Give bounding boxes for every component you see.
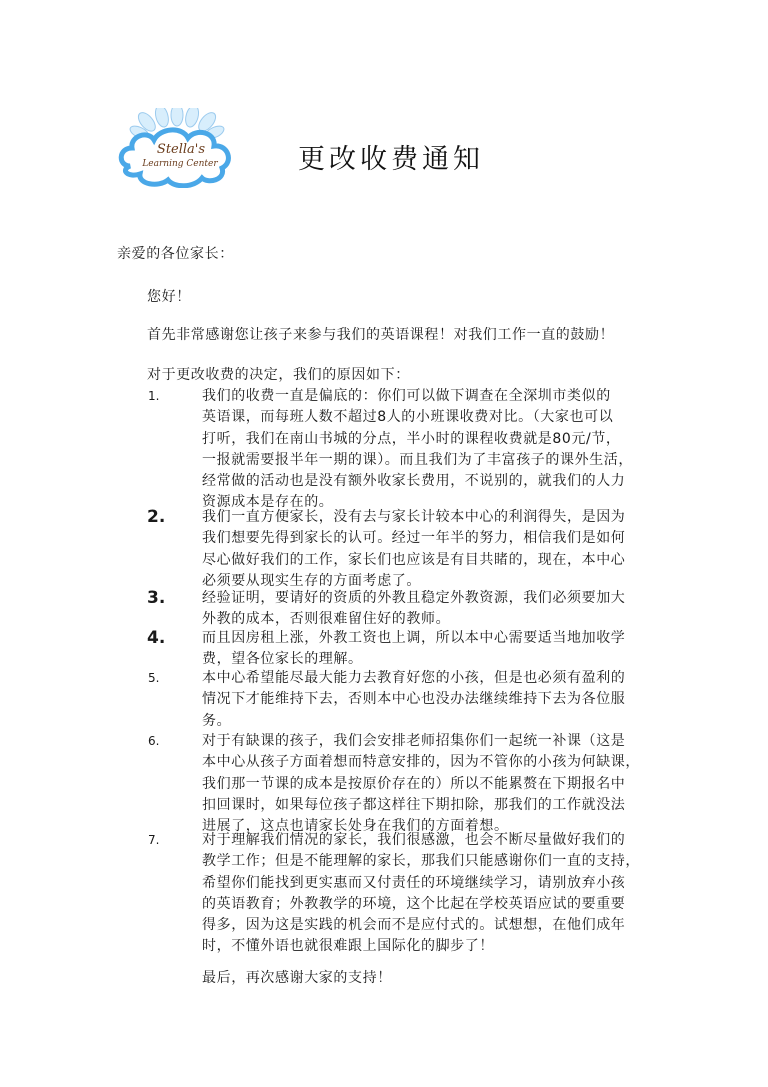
item-text: 我们的收费一直是偏底的：你们可以做下调查在全深圳市类似的 英语课，而每班人数不超过8人的小班课收费对比。（大家也可以 打听，我们在南山书城的分点，半小时的课程收费就是80元/节， 一报就需要报半年一期的课）。而且我们为了丰富孩子的课外生活， 经常做的活动也是没有额外收家长费用，不说别的，就我们的人力 资源成本是存在的。 <box>202 388 633 511</box>
item-text: 对于有缺课的孩子，我们会安排老师招集你们一起统一补课（这是 本中心从孩子方面着想而特意安排的，因为不管你的小孩为何缺课， 我们那一节课的成本是按原价存在的）所以不能累赘在下期报名中 扣回课时，如果每位孩子都这样往下期扣除，那我们的工作就没法 进展了，这点也请家长处身在我们的方面着想。 <box>202 733 640 835</box>
item-text: 而且因房租上涨，外教工资也上调，所以本中心需要适当地加收学 费，望各位家长的理解。 <box>202 630 626 668</box>
logo-text-stellas: Stella's <box>156 142 206 157</box>
item-text: 经验证明，要请好的资质的外教且稳定外教资源，我们必须要加大 外教的成本，否则很难留住好的教师。 <box>202 590 626 628</box>
item-number: 7. <box>148 833 160 847</box>
reasons-intro: 对于更改收费的决定，我们的原因如下： <box>147 367 410 383</box>
stellas-learning-center-logo <box>116 108 240 188</box>
item-number: 4. <box>147 628 166 648</box>
item-text: 我们一直方便家长，没有去与家长计较本中心的利润得失，是因为 我们想要先得到家长的认可。经过一年半的努力，相信我们是如何 尽心做好我们的工作，家长们也应该是有目共睹的，现在，本中心 必须要从现实生存的方面考虑了。 <box>202 509 626 589</box>
thanks-line: 首先非常感谢您让孩子来参与我们的英语课程！对我们工作一直的鼓励！ <box>147 327 615 343</box>
greeting: 亲爱的各位家长： <box>117 246 234 262</box>
item-number: 2. <box>147 507 166 527</box>
item-number: 5. <box>148 671 160 685</box>
closing-line: 最后，再次感谢大家的支持！ <box>202 970 392 986</box>
item-text: 本中心希望能尽最大能力去教育好您的小孩，但是也必须有盈利的 情况下才能维持下去，否则本中心也没办法继续维持下去为各位服 务。 <box>202 670 626 729</box>
item-number: 3. <box>147 588 166 608</box>
logo-text-learning-center: Learning Center <box>142 159 218 169</box>
hello-line: 您好！ <box>147 289 191 305</box>
item-number: 6. <box>148 734 160 748</box>
page-title: 更改收费通知 <box>298 144 484 175</box>
item-number: 1. <box>148 389 160 403</box>
item-text: 对于理解我们情况的家长，我们很感激，也会不断尽量做好我们的 教学工作；但是不能理解的家长，那我们只能感谢你们一直的支持， 希望你们能找到更实惠而又付责任的环境继续学习，请别放弃小孩 的英语教育；外教教学的环境，这个比起在学校英语应试的要重要 得多，因为这是实践的机会而不是应付式的。试想想，在他们成年 时，不懂外语也就很难跟上国际化的脚步了！ <box>202 832 640 955</box>
